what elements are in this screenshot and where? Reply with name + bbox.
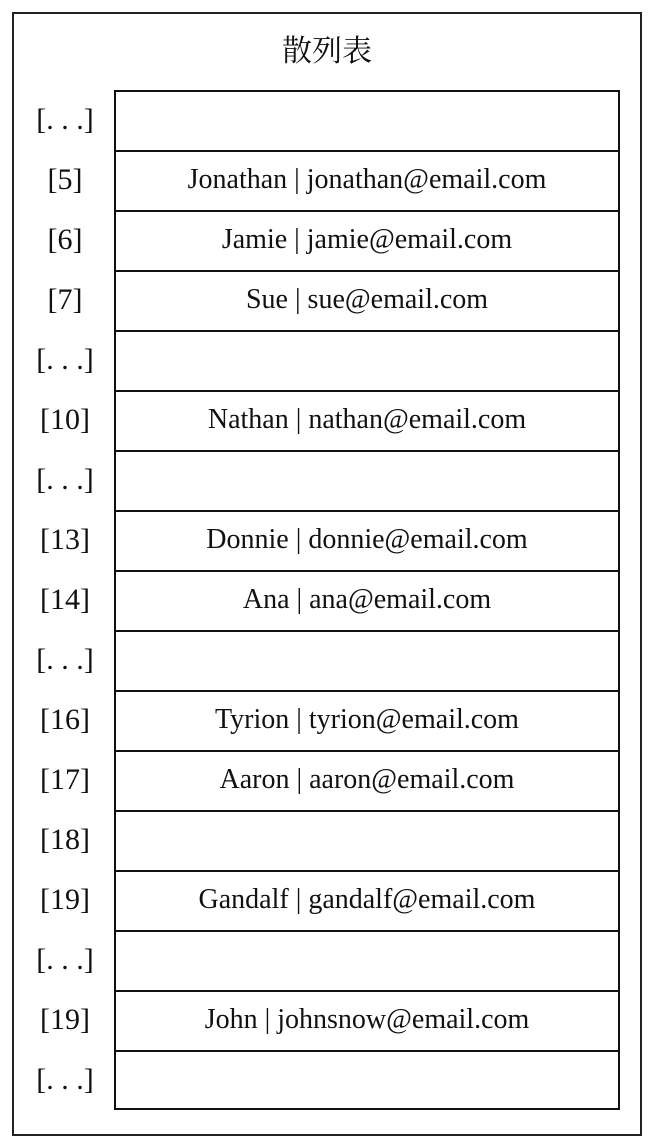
table-row	[0, 510, 654, 570]
table-row	[0, 690, 654, 750]
row-value: Aaron | aaron@email.com	[114, 750, 620, 810]
row-value	[114, 90, 620, 150]
diagram-title: 散列表	[282, 34, 372, 69]
row-value: John | johnsnow@email.com	[114, 990, 620, 1050]
row-index: [. . .]	[36, 343, 94, 376]
row-value: Donnie | donnie@email.com	[114, 510, 620, 570]
row-index: [10]	[40, 403, 90, 436]
table-row	[0, 450, 654, 510]
row-index: [18]	[40, 823, 90, 856]
row-index: [19]	[40, 883, 90, 916]
table-row	[0, 630, 654, 690]
row-index: [. . .]	[36, 463, 94, 496]
row-value	[114, 630, 620, 690]
table-row	[0, 750, 654, 810]
row-index: [6]	[47, 223, 83, 256]
table-row	[0, 810, 654, 870]
table-row	[0, 90, 654, 150]
row-index: [16]	[40, 703, 90, 736]
table-row	[0, 570, 654, 630]
row-value	[114, 1050, 620, 1110]
table-row	[0, 330, 654, 390]
row-index: [. . .]	[36, 1063, 94, 1096]
table-row	[0, 390, 654, 450]
row-value	[114, 930, 620, 990]
table-row	[0, 270, 654, 330]
row-index: [. . .]	[36, 643, 94, 676]
table-row	[0, 210, 654, 270]
row-value: Sue | sue@email.com	[114, 270, 620, 330]
row-value: Tyrion | tyrion@email.com	[114, 690, 620, 750]
row-index: [13]	[40, 523, 90, 556]
row-index: [14]	[40, 583, 90, 616]
row-index: [. . .]	[36, 943, 94, 976]
row-index: [19]	[40, 1003, 90, 1036]
row-value	[114, 330, 620, 390]
row-value	[114, 810, 620, 870]
row-value: Jonathan | jonathan@email.com	[114, 150, 620, 210]
table-row	[0, 930, 654, 990]
table-row	[0, 150, 654, 210]
row-index: [. . .]	[36, 103, 94, 136]
row-index: [5]	[47, 163, 83, 196]
row-value: Ana | ana@email.com	[114, 570, 620, 630]
row-index: [17]	[40, 763, 90, 796]
table-row	[0, 990, 654, 1050]
row-value: Gandalf | gandalf@email.com	[114, 870, 620, 930]
row-value	[114, 450, 620, 510]
table-row	[0, 1050, 654, 1110]
table-row	[0, 870, 654, 930]
row-value: Nathan | nathan@email.com	[114, 390, 620, 450]
row-index: [7]	[47, 283, 83, 316]
row-value: Jamie | jamie@email.com	[114, 210, 620, 270]
hash-table	[0, 90, 654, 1110]
